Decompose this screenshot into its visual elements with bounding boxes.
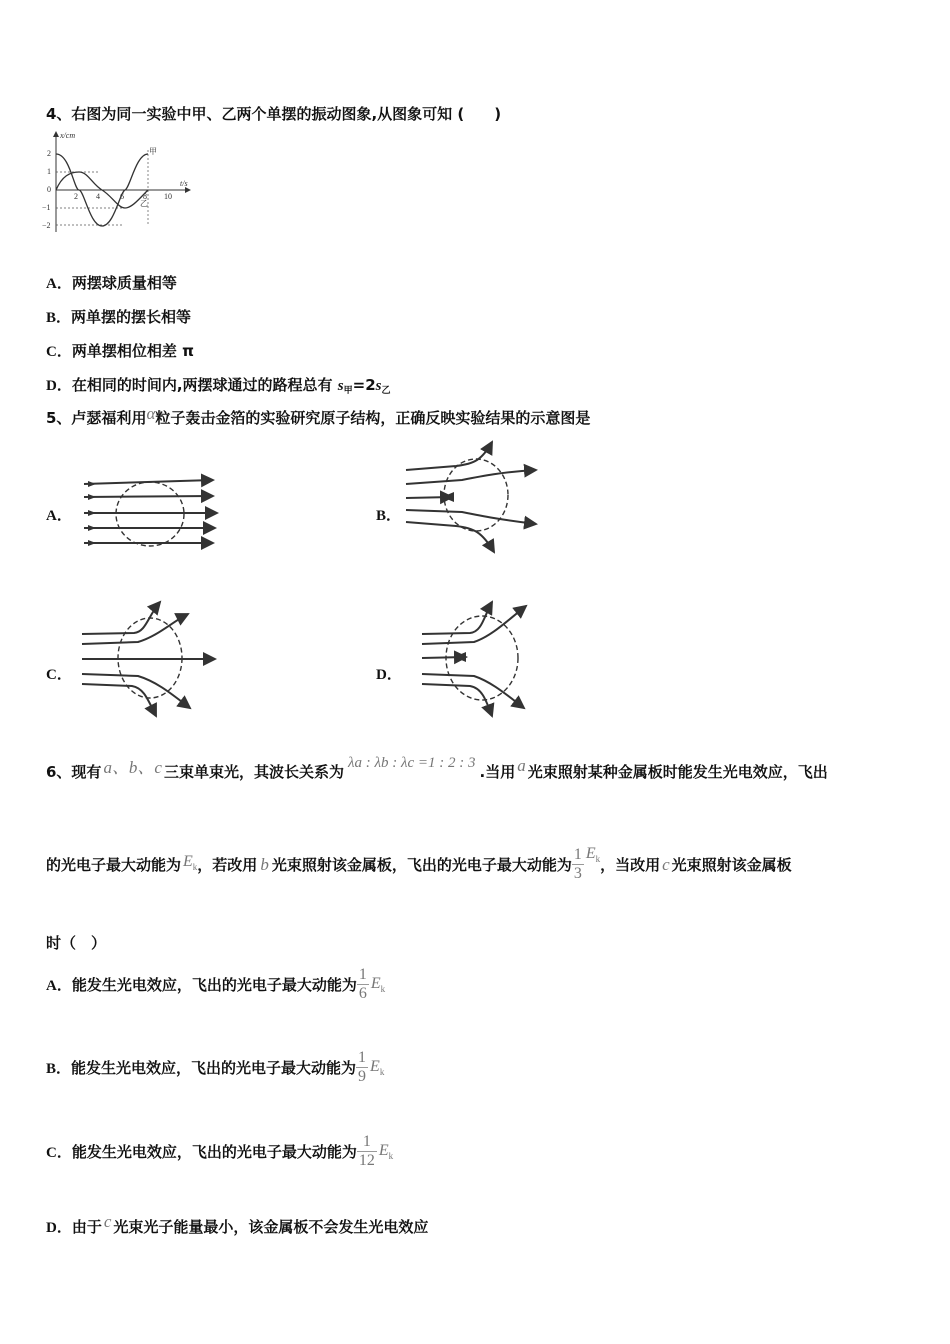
alpha-path [406, 442, 492, 470]
q6-stem-line2: 的光电子最大动能为 $E_k$ ，若改用 b 光束照射该金属板，飞出的光电子最大动能为 $\frac{1}{3}$ $E_k$ ，当改用 c 光束照射该金属板 [46, 844, 792, 882]
y-tick: 2 [47, 149, 51, 158]
alpha-path [422, 606, 526, 644]
y-tick: −1 [42, 203, 51, 212]
q5-diagram-d[interactable] [418, 596, 543, 720]
q4-option-a[interactable]: A．两摆球质量相等 [46, 274, 177, 292]
alpha-path [406, 510, 536, 524]
alpha-path [84, 496, 213, 497]
x-tick: 4 [96, 192, 100, 201]
q6-option-b[interactable]: B． 能发生光电效应，飞出的光电子最大动能为 $\frac{1}{9}$ $E_k$ [46, 1049, 385, 1085]
alpha-path [82, 684, 156, 716]
q5-option-b[interactable]: B． [376, 508, 402, 524]
y-tick: 0 [47, 185, 51, 194]
q5-option-a[interactable]: A． [46, 508, 72, 524]
y-tick: 1 [47, 167, 51, 176]
x-axis-label: t/s [180, 179, 188, 188]
y-axis-label: x/cm [60, 131, 76, 140]
alpha-path [84, 480, 213, 484]
x-tick: 6 [120, 192, 124, 201]
curve-jia-label: 甲 [149, 147, 157, 156]
alpha-path [82, 674, 190, 708]
q5-diagram-b[interactable] [402, 434, 547, 556]
curve-yi-label: 乙 [140, 199, 148, 208]
y-tick: −2 [42, 221, 51, 230]
q4-oscillation-graph [40, 128, 200, 236]
q5-diagram-a[interactable] [80, 470, 225, 554]
q5-stem: 5、卢瑟福利用α粒子轰击金箔的实验研究原子结构，正确反映实验结果的示意图是 [46, 404, 591, 427]
x-tick: 10 [164, 192, 172, 201]
q5-option-c[interactable]: C． [46, 667, 72, 683]
alpha-path [406, 470, 536, 484]
q6-stem-line1: 6、现有 a、b、c 三束单束光，其波长关系为 λa : λb : λc =1 : 2 : 3 .当用 a 光束照射某种金属板时能发生光电效应，飞出 [46, 755, 828, 781]
alpha-path [406, 522, 494, 552]
q6-option-a[interactable]: A． 能发生光电效应，飞出的光电子最大动能为 $\frac{1}{6}$ $E_k$ [46, 966, 386, 1002]
q4-option-d[interactable]: D．在相同的时间内,两摆球通过的路程总有 $s_甲=2s_乙$ [46, 376, 391, 396]
q4-option-b[interactable]: B．两单摆的摆长相等 [46, 308, 192, 326]
x-tick: 8 [143, 192, 147, 201]
q4-stem: 4、右图为同一实验中甲、乙两个单摆的振动图象,从图象可知 ( ) [46, 105, 502, 123]
x-tick: 2 [74, 192, 78, 201]
q6-option-c[interactable]: C． 能发生光电效应，飞出的光电子最大动能为 $\frac{1}{12}$ $E_k$ [46, 1133, 394, 1169]
q5-option-d[interactable]: D． [376, 667, 402, 683]
alpha-path [422, 674, 524, 708]
q6-stem-line3: 时（ ） [46, 934, 107, 952]
q6-option-d[interactable]: D．由于 c 光束光子能量最小，该金属板不会发生光电效应 [46, 1212, 429, 1236]
q4-option-c[interactable]: C．两单摆相位相差 π [46, 342, 194, 360]
q5-diagram-c[interactable] [78, 596, 223, 720]
alpha-path [422, 602, 492, 634]
